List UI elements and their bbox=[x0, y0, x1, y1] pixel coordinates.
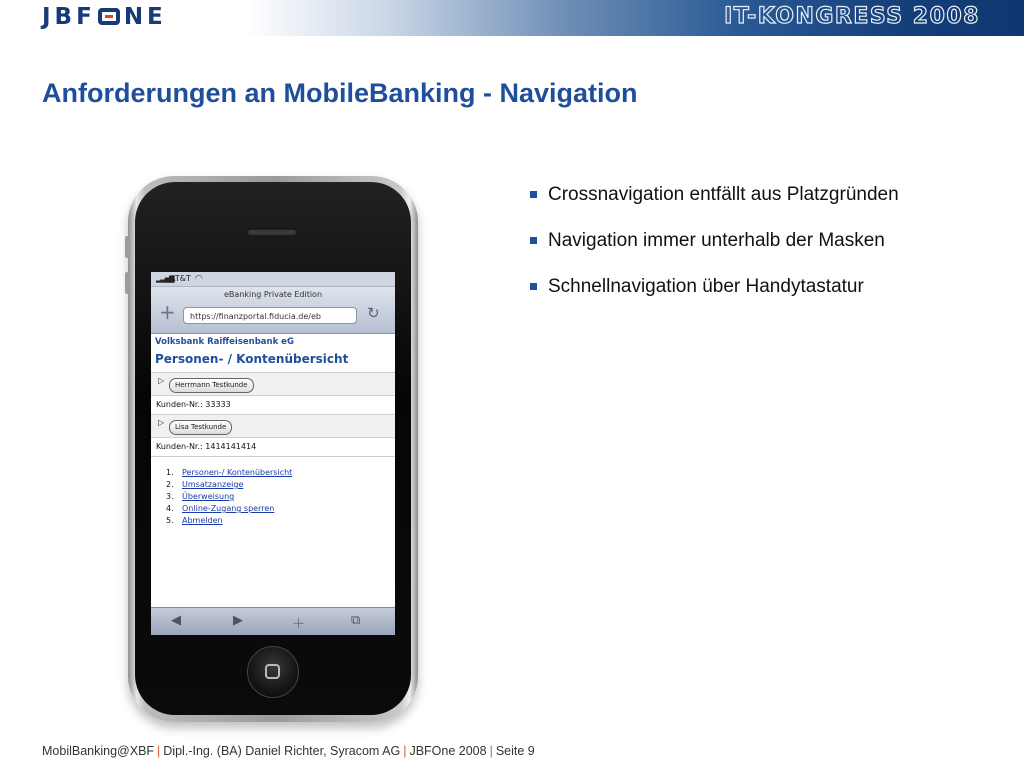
bookmarks-icon[interactable]: ⧉ bbox=[351, 613, 361, 628]
customer-row bbox=[151, 415, 395, 438]
reload-icon[interactable]: ↻ bbox=[367, 304, 380, 322]
slide-title: Anforderungen an MobileBanking - Navigation bbox=[42, 78, 638, 108]
volume-button bbox=[125, 236, 129, 258]
menu-item: 4. Online-Zugang sperren bbox=[166, 504, 275, 513]
url-field[interactable]: https://finanzportal.fiducia.de/eb bbox=[183, 307, 357, 324]
bullet-item: Navigation immer unterhalb der Masken bbox=[530, 228, 899, 274]
carrier-label: AT&T bbox=[170, 274, 191, 283]
footer: MobilBanking@XBF | Dipl.-Ing. (BA) Daniel Richter, Syracom AG | JBFOne 2008 | Seite 9 bbox=[42, 744, 535, 758]
menu-item: 5. Abmelden bbox=[166, 516, 223, 525]
menu-item: 3. Überweisung bbox=[166, 492, 235, 501]
volume-button bbox=[125, 272, 129, 294]
forward-icon[interactable]: ▶ bbox=[233, 613, 243, 628]
menu-link[interactable]: Abmelden bbox=[182, 516, 223, 525]
bullet-square-icon bbox=[530, 191, 537, 198]
iphone-mockup bbox=[128, 176, 418, 722]
page-heading: Personen- / Kontenübersicht bbox=[151, 347, 395, 373]
bullet-square-icon bbox=[530, 237, 537, 244]
top-banner bbox=[0, 0, 1024, 36]
bullet-item: Crossnavigation entfällt aus Platzgründen bbox=[530, 182, 899, 228]
bullet-list bbox=[530, 182, 899, 320]
menu-item: 2. Umsatzanzeige bbox=[166, 480, 244, 489]
share-icon[interactable]: ＋ bbox=[292, 617, 306, 632]
expand-triangle-icon[interactable]: ▷ bbox=[158, 376, 165, 385]
customer-number: Kunden-Nr.: 1414141414 bbox=[151, 438, 395, 457]
bullet-item: Schnellnavigation über Handytastatur bbox=[530, 274, 899, 320]
customer-row bbox=[151, 373, 395, 396]
customer-button[interactable]: Lisa Testkunde bbox=[169, 420, 232, 435]
signal-icon: ▂▃▅▇ bbox=[156, 275, 174, 283]
add-bookmark-icon[interactable]: + bbox=[159, 300, 176, 324]
event-title: IT-KONGRESS 2008 bbox=[724, 4, 980, 29]
menu-link[interactable]: Online-Zugang sperren bbox=[182, 504, 275, 513]
wifi-icon: ◠ bbox=[194, 274, 203, 284]
back-icon[interactable]: ◀ bbox=[171, 613, 181, 628]
home-square-icon bbox=[265, 664, 280, 679]
bullet-square-icon bbox=[530, 283, 537, 290]
speaker-icon bbox=[247, 228, 297, 235]
bank-name: Volksbank Raiffeisenbank eG bbox=[155, 337, 294, 347]
customer-number: Kunden-Nr.: 33333 bbox=[151, 396, 395, 415]
menu-item: 1. Personen-/ Kontenübersicht bbox=[166, 468, 293, 477]
jbfone-logo: JBF NE bbox=[42, 4, 167, 30]
browser-toolbar bbox=[151, 607, 395, 635]
menu-link[interactable]: Umsatzanzeige bbox=[182, 480, 244, 489]
customer-button[interactable]: Herrmann Testkunde bbox=[169, 378, 254, 393]
status-bar bbox=[151, 272, 395, 287]
browser-page-title: eBanking Private Edition bbox=[223, 290, 323, 299]
expand-triangle-icon[interactable]: ▷ bbox=[158, 418, 165, 427]
browser-url-area bbox=[151, 287, 395, 334]
menu-link[interactable]: Personen-/ Kontenübersicht bbox=[182, 468, 293, 477]
navigation-menu bbox=[151, 457, 395, 527]
menu-link[interactable]: Überweisung bbox=[182, 492, 235, 501]
phone-screen bbox=[151, 272, 395, 635]
home-button[interactable] bbox=[247, 646, 299, 698]
